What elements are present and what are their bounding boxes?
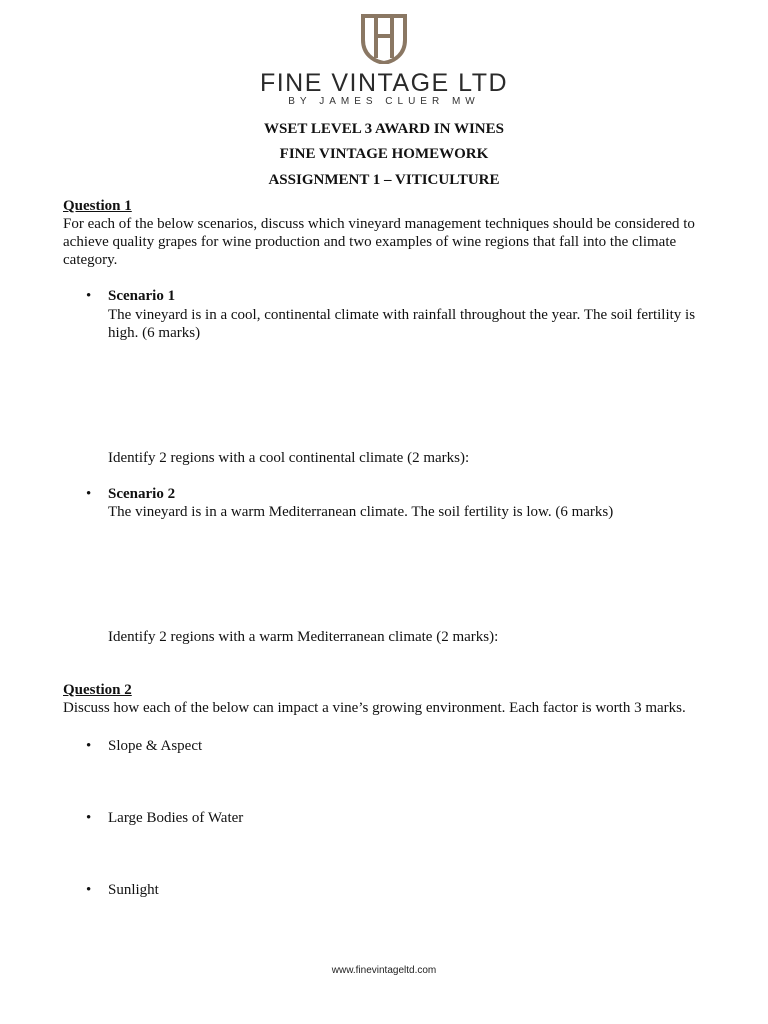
scenario-2-identify: Identify 2 regions with a warm Mediterranean climate (2 marks):: [108, 629, 499, 645]
scenario-2-title: Scenario 2: [108, 486, 176, 502]
heading-award: WSET LEVEL 3 AWARD IN WINES: [264, 121, 504, 137]
bullet-icon: •: [86, 810, 92, 826]
brand-byline: BY JAMES CLUER MW: [288, 96, 480, 107]
scenario-1-text: The vineyard is in a cool, continental climate with rainfall throughout the year. The soil fertility is high. (6 marks): [108, 307, 696, 341]
factor-slope-aspect: Slope & Aspect: [108, 738, 203, 754]
fine-vintage-logo-icon: [359, 10, 409, 64]
question-2-intro: Discuss how each of the below can impact a vine’s growing environment. Each factor is worth 3 marks.: [63, 700, 686, 716]
question-2-title: Question 2: [63, 682, 132, 698]
bullet-icon: •: [86, 486, 92, 502]
scenario-1-title: Scenario 1: [108, 288, 176, 304]
bullet-icon: •: [86, 882, 92, 898]
factor-large-bodies-of-water: Large Bodies of Water: [108, 810, 244, 826]
heading-assignment: ASSIGNMENT 1 – VITICULTURE: [268, 172, 500, 188]
question-1-title: Question 1: [63, 198, 132, 214]
brand-name: FINE VINTAGE LTD: [259, 69, 509, 97]
footer-url[interactable]: www.finevintageltd.com: [331, 965, 437, 976]
factor-sunlight: Sunlight: [108, 882, 159, 898]
scenario-2-text: The vineyard is in a warm Mediterranean climate. The soil fertility is low. (6 marks): [108, 504, 614, 520]
question-1-intro: For each of the below scenarios, discuss which vineyard management techniques should be considered to achieve quality grapes for wine production and two examples of wine regions that fall into the climate category.: [63, 216, 695, 268]
scenario-1-identify: Identify 2 regions with a cool continental climate (2 marks):: [108, 450, 470, 466]
bullet-icon: •: [86, 738, 92, 754]
heading-homework: FINE VINTAGE HOMEWORK: [279, 146, 489, 162]
bullet-icon: •: [86, 288, 92, 304]
